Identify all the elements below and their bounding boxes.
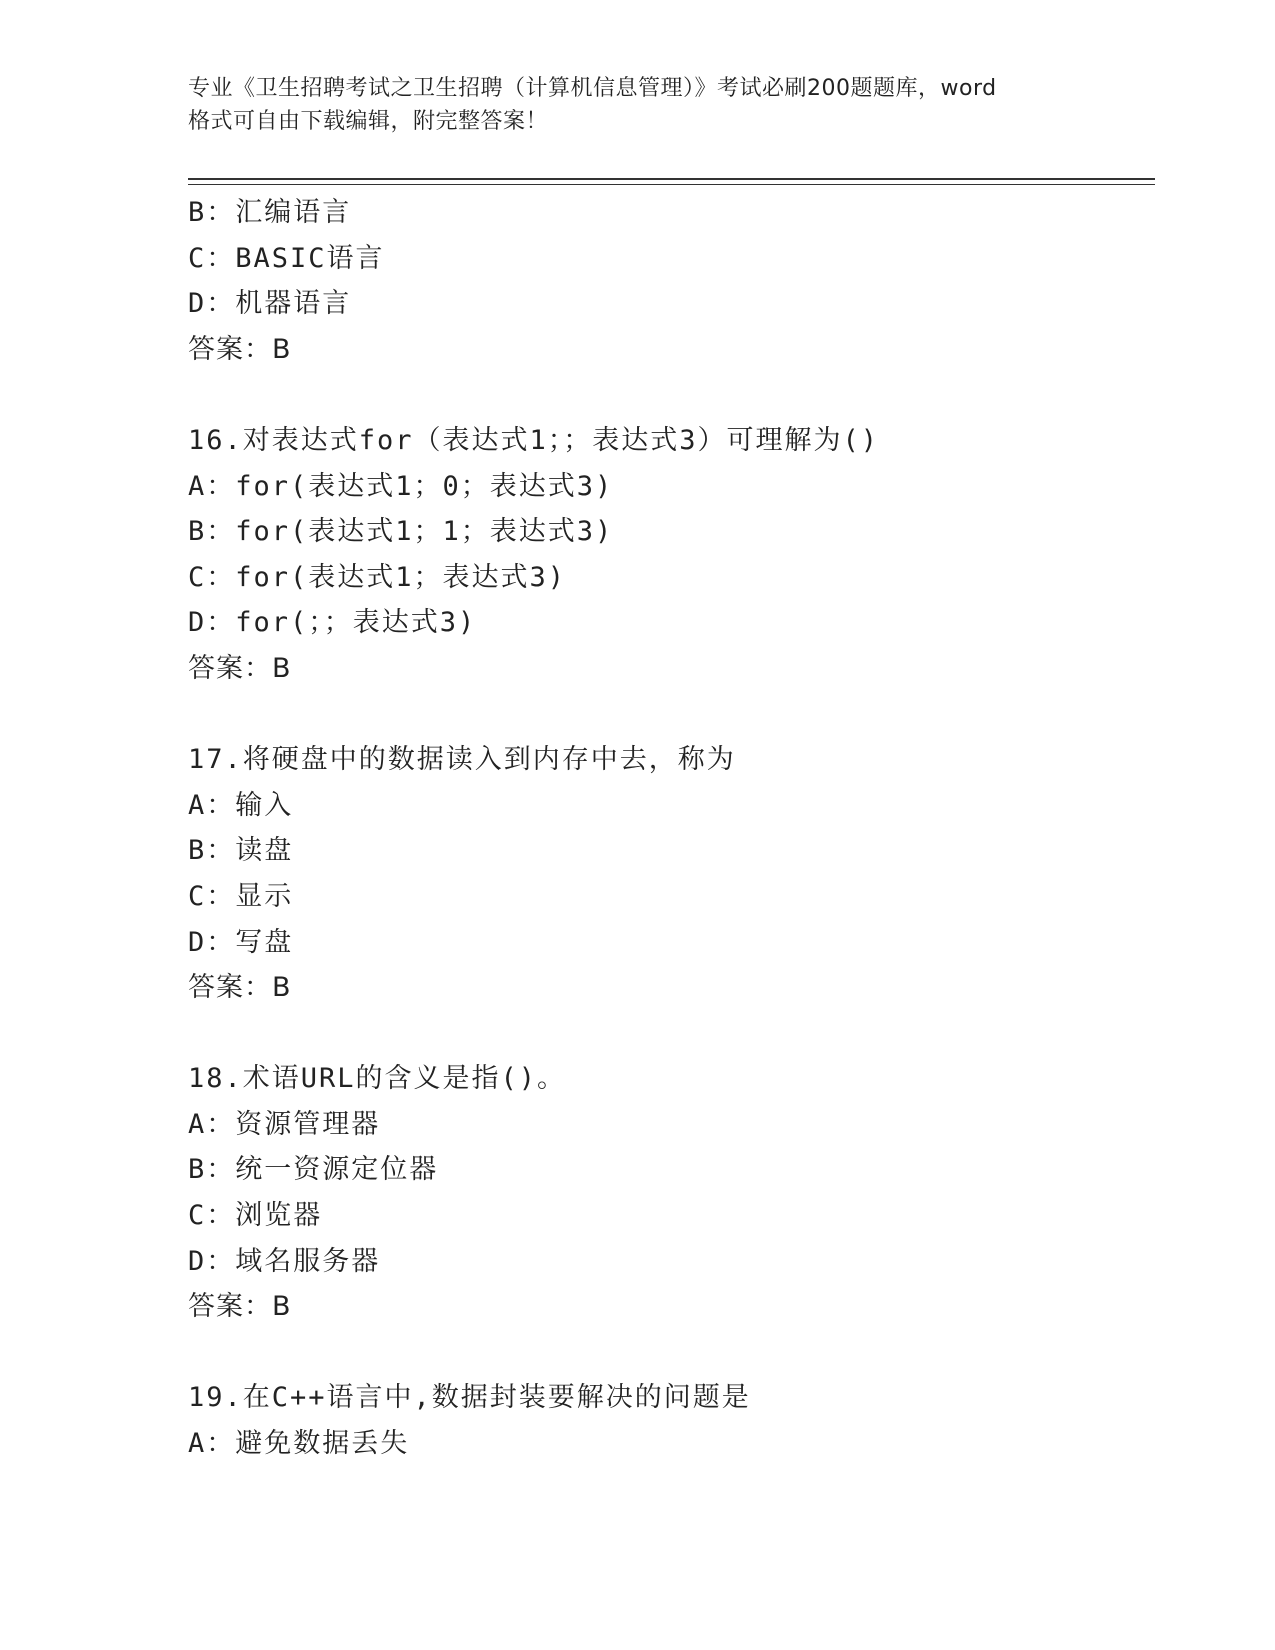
question-17 [188,737,1148,1011]
header-divider-thick [188,178,1155,180]
question-stem: 17.将硬盘中的数据读入到内存中去，称为 [188,744,736,776]
question-16 [188,418,1148,692]
answer-line: 答案：B [188,1291,292,1323]
question-stem: 16.对表达式for（表达式1；；表达式3）可理解为() [188,424,880,456]
header-divider-thin [188,184,1155,185]
option-c: C：BASIC语言 [188,242,385,274]
question-list [188,190,1148,1467]
option-a: A：输入 [188,789,294,821]
option-b: B：统一资源定位器 [188,1154,439,1186]
document-header [188,72,1088,138]
question-stem: 19.在C++语言中,数据封装要解决的问题是 [188,1382,751,1414]
question-spacer [188,1011,1148,1057]
answer-line: 答案：B [188,652,292,684]
option-a: A：避免数据丢失 [188,1428,410,1460]
question-19 [188,1375,1148,1466]
option-d: D：机器语言 [188,288,352,320]
option-a: A：资源管理器 [188,1108,381,1140]
option-d: D：for(；；表达式3) [188,607,477,639]
option-c: C：for(表达式1；表达式3) [188,561,567,593]
option-c: C：显示 [188,880,294,912]
question-spacer [188,372,1148,418]
option-a: A：for(表达式1；0；表达式3) [188,470,614,502]
answer-line: 答案：B [188,333,292,365]
question-15-continued [188,190,1148,372]
header-title-line-2: 格式可自由下载编辑，附完整答案！ [188,109,549,134]
question-stem: 18.术语URL的含义是指()。 [188,1063,567,1095]
option-b: B：汇编语言 [188,197,352,228]
option-d: D：域名服务器 [188,1245,381,1277]
question-spacer [188,692,1148,738]
option-b: B：读盘 [188,835,294,867]
option-d: D：写盘 [188,926,294,958]
option-c: C：浏览器 [188,1200,323,1232]
question-18 [188,1056,1148,1330]
option-b: B：for(表达式1；1；表达式3) [188,516,614,548]
answer-line: 答案：B [188,972,292,1004]
question-spacer [188,1330,1148,1376]
header-title-line-1: 专业《卫生招聘考试之卫生招聘（计算机信息管理）》考试必刷200题题库，word [188,76,997,101]
